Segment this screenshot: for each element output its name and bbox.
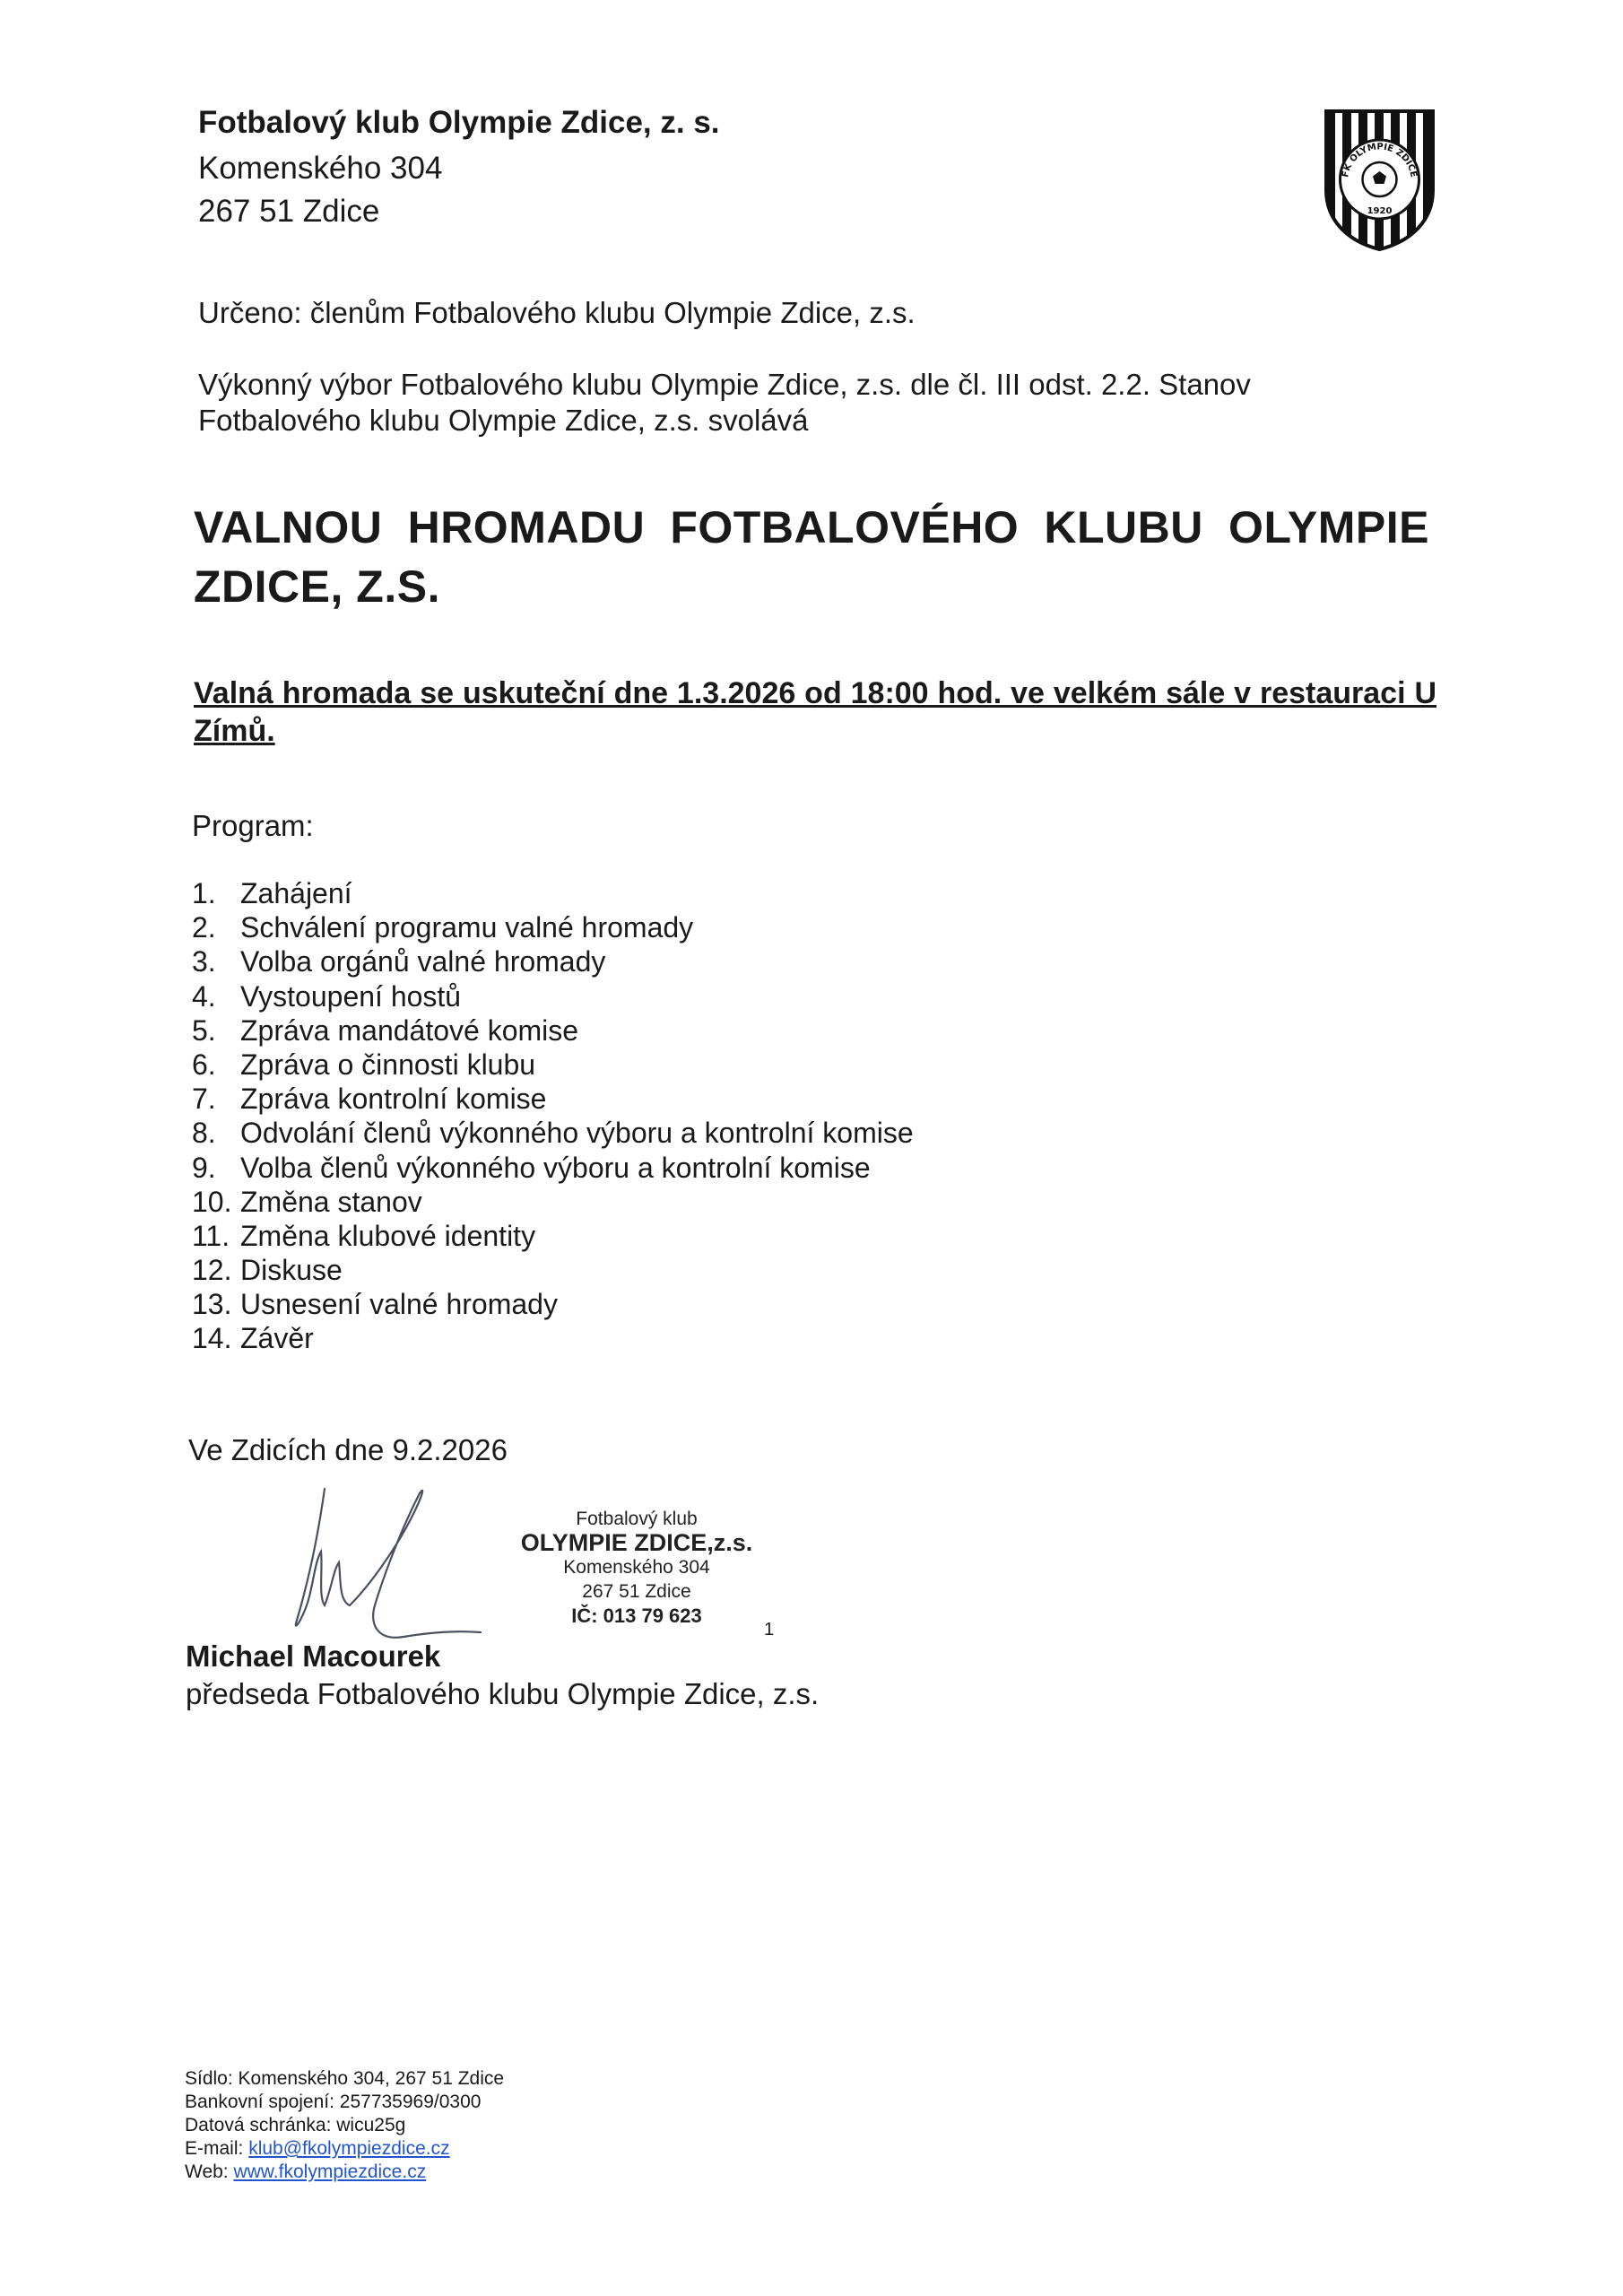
list-item: 2. Schválení programu valné hromady bbox=[192, 911, 694, 944]
list-item: 3. Volba orgánů valné hromady bbox=[192, 945, 606, 978]
list-item: 14. Závěr bbox=[192, 1322, 314, 1355]
club-stamp bbox=[502, 1507, 771, 1628]
signer-role: předseda Fotbalového klubu Olympie Zdice, z.s. bbox=[186, 1677, 820, 1710]
list-item: 13. Usnesení valné hromady bbox=[192, 1288, 558, 1321]
footer-web-row: Web: www.fkolympiezdice.cz bbox=[185, 2161, 427, 2182]
stamp-club: Fotbalový klub bbox=[576, 1509, 698, 1529]
intro-line-2: Fotbalového klubu Olympie Zdice, z.s. svolává bbox=[198, 404, 809, 437]
email-link[interactable]: klub@fkolympiezdice.cz bbox=[248, 2138, 450, 2159]
club-street: Komenského 304 bbox=[198, 151, 443, 186]
footer bbox=[185, 2067, 504, 2184]
program-label: Program: bbox=[192, 809, 314, 842]
signer-name: Michael Macourek bbox=[186, 1639, 441, 1673]
stamp-street: Komenského 304 bbox=[563, 1557, 710, 1578]
list-item: 12. Diskuse bbox=[192, 1254, 343, 1287]
footer-databox: Datová schránka: wicu25g bbox=[185, 2115, 406, 2135]
addressee: Určeno: členům Fotbalového klubu Olympie Zdice, z.s. bbox=[198, 296, 916, 329]
intro-line-1: Výkonný výbor Fotbalového klubu Olympie Zdice, z.s. dle čl. III odst. 2.2. Stanov bbox=[198, 368, 1251, 401]
club-city: 267 51 Zdice bbox=[198, 194, 380, 229]
program-list bbox=[192, 876, 914, 1356]
club-name: Fotbalový klub Olympie Zdice, z. s. bbox=[198, 105, 720, 140]
club-crest-icon bbox=[1323, 108, 1436, 253]
list-item: 10. Změna stanov bbox=[192, 1185, 422, 1218]
stamp-name: OLYMPIE ZDICE,z.s. bbox=[520, 1529, 753, 1556]
signature-image bbox=[269, 1480, 484, 1659]
footer-seat: Sídlo: Komenského 304, 267 51 Zdice bbox=[185, 2068, 505, 2089]
stamp-ic: IČ: 013 79 623 bbox=[571, 1605, 702, 1627]
list-item: 1. Zahájení bbox=[192, 877, 352, 909]
crest-text: FK OLYMPIE ZDICE bbox=[1341, 142, 1419, 178]
list-item: 7. Zpráva kontrolní komise bbox=[192, 1083, 547, 1116]
footer-email-row: E-mail: klub@fkolympiezdice.cz bbox=[185, 2138, 450, 2159]
web-link[interactable]: www.fkolympiezdice.cz bbox=[233, 2161, 427, 2182]
list-item: 5. Zpráva mandátové komise bbox=[192, 1013, 579, 1047]
stamp-mark: 1 bbox=[764, 1620, 775, 1639]
list-item: 11. Změna klubové identity bbox=[192, 1219, 536, 1252]
date-line: Ve Zdicích dne 9.2.2026 bbox=[188, 1433, 508, 1466]
crest-year: 1920 bbox=[1367, 206, 1393, 216]
stamp-city: 267 51 Zdice bbox=[582, 1581, 691, 1602]
list-item: 4. Vystoupení hostů bbox=[192, 979, 462, 1013]
list-item: 9. Volba členů výkonného výboru a kontrolní komise bbox=[192, 1151, 871, 1184]
list-item: 8. Odvolání členů výkonného výboru a kontrolní komise bbox=[192, 1117, 914, 1150]
page-title: VALNOU HROMADU FOTBALOVÉHO KLUBU OLYMPIE ZDICE, Z.S. bbox=[194, 502, 1429, 612]
meeting-details: Valná hromada se uskuteční dne 1.3.2026 od 18:00 hod. ve velkém sále v restauraci U Zímů. bbox=[194, 676, 1436, 748]
list-item: 6. Zpráva o činnosti klubu bbox=[192, 1048, 536, 1081]
footer-bank: Bankovní spojení: 257735969/0300 bbox=[185, 2092, 482, 2112]
